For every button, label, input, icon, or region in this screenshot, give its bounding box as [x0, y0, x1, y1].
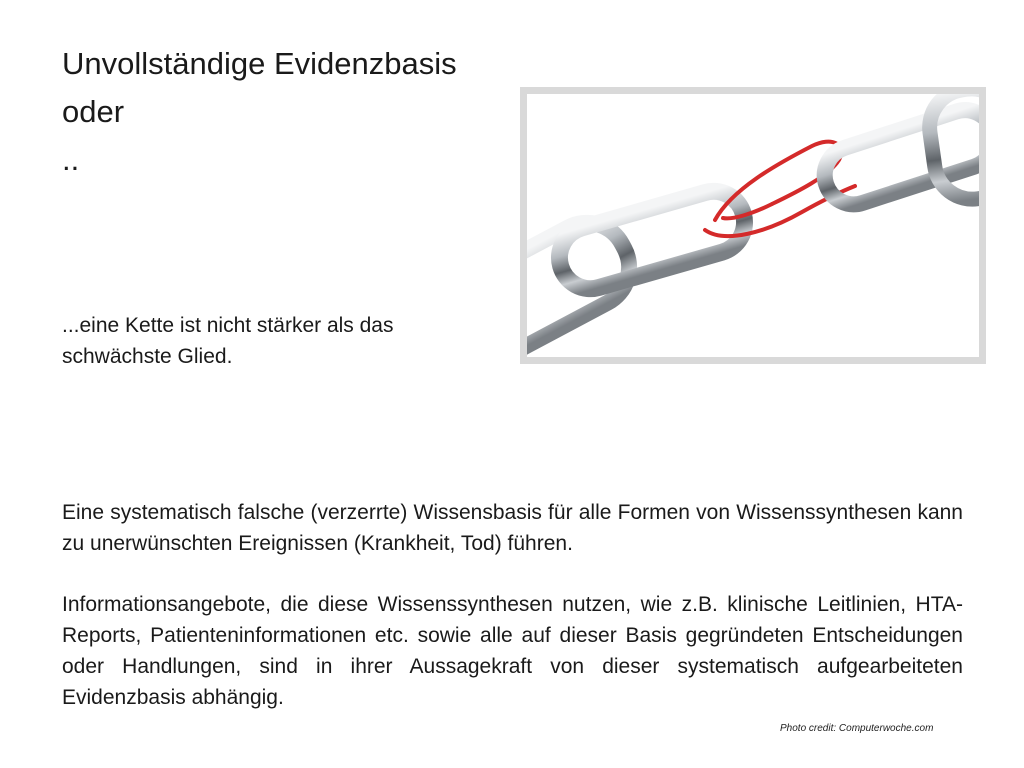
title-line-1: Unvollständige Evidenzbasis [62, 46, 457, 81]
slide-title [62, 40, 522, 184]
photo-credit: Photo credit: Computerwoche.com [780, 723, 934, 734]
subtitle-line-1: ...eine Kette ist nicht stärker als das [62, 314, 394, 337]
paragraph-1: Eine systematisch falsche (verzerrte) Wissensbasis für alle Formen von Wissenssynthesen kann zu unerwünschten Ereignissen (Krankheit, Tod) führen. [62, 501, 963, 555]
right-chain-links [817, 94, 979, 212]
paragraph-2: Informationsangebote, die diese Wissenssynthesen nutzen, wie z.B. klinische Leitlinien, HTA-Reports, Patienteninformationen etc. sowie alle auf dieser Basis gegründeten Entscheidungen oder Handlungen, sind in ihrer Aussagekraft von dieser systematisch aufgearbeiteten Evidenzbasis abhängig. [62, 593, 963, 709]
title-line-3: .. [62, 142, 80, 177]
left-chain-links [527, 184, 752, 357]
chain-with-paperclip-image [527, 94, 979, 357]
subtitle-line-2: schwächste Glied. [62, 345, 233, 368]
slide-subtitle [62, 310, 502, 372]
title-line-2: oder [62, 94, 125, 129]
chain-image-frame [520, 87, 986, 364]
